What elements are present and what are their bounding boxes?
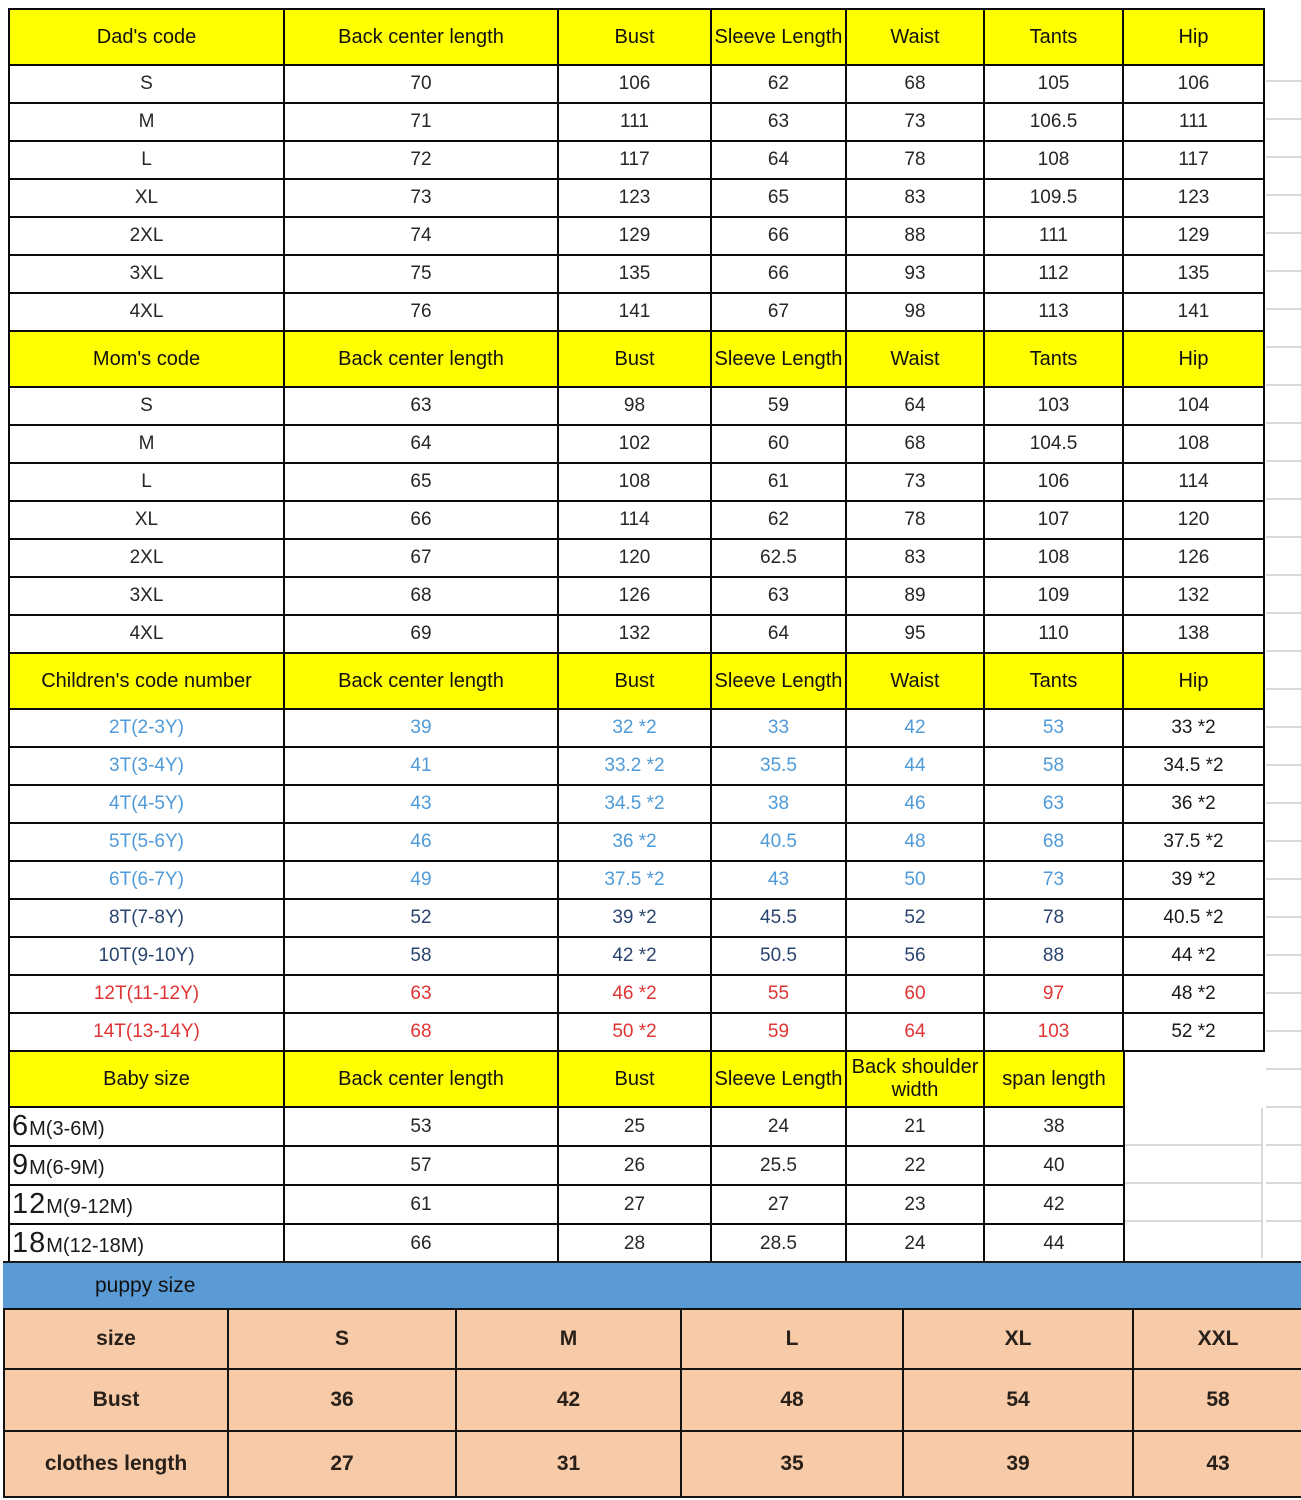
table-row xyxy=(9,1146,1124,1185)
size-cell: 78 xyxy=(984,899,1123,937)
size-cell: 53 xyxy=(284,1107,558,1146)
size-cell: 12T(11-12Y) xyxy=(9,975,284,1013)
size-cell: 110 xyxy=(984,615,1123,653)
size-cell: 63 xyxy=(284,975,558,1013)
size-cell: 114 xyxy=(1123,463,1264,501)
size-cell: 106.5 xyxy=(984,103,1123,141)
header-cell: Hip xyxy=(1123,9,1264,65)
table-row xyxy=(9,179,1264,217)
size-cell: 67 xyxy=(711,293,846,331)
size-cell: 102 xyxy=(558,425,711,463)
size-cell: 62 xyxy=(711,65,846,103)
dad-size-table xyxy=(8,8,1265,332)
puppy-size-title: puppy size xyxy=(95,1274,196,1297)
size-cell: 68 xyxy=(846,65,984,103)
table-row xyxy=(9,65,1264,103)
children-size-table xyxy=(8,652,1265,1052)
baby-size-label xyxy=(9,1107,284,1146)
size-cell: 52 xyxy=(284,899,558,937)
size-cell: 95 xyxy=(846,615,984,653)
header-cell: Tants xyxy=(984,653,1123,709)
size-cell: 36 xyxy=(228,1369,456,1431)
size-cell: 41 xyxy=(284,747,558,785)
header-cell: Mom's code xyxy=(9,331,284,387)
size-cell: 48 *2 xyxy=(1123,975,1264,1013)
size-cell: XXL xyxy=(1133,1309,1301,1369)
size-cell: 37.5 *2 xyxy=(1123,823,1264,861)
size-cell: 3XL xyxy=(9,577,284,615)
size-cell: 37.5 *2 xyxy=(558,861,711,899)
table-row xyxy=(9,1107,1124,1146)
size-cell: 36 *2 xyxy=(558,823,711,861)
size-cell: 27 xyxy=(558,1185,711,1224)
size-cell: 67 xyxy=(284,539,558,577)
size-cell: 21 xyxy=(846,1107,984,1146)
size-cell: Bust xyxy=(4,1369,228,1431)
size-cell: 35.5 xyxy=(711,747,846,785)
table-row xyxy=(4,1431,1301,1497)
size-cell: M xyxy=(9,103,284,141)
size-cell: 56 xyxy=(846,937,984,975)
size-cell: 33.2 *2 xyxy=(558,747,711,785)
size-cell: 66 xyxy=(711,217,846,255)
size-cell: 66 xyxy=(711,255,846,293)
table-row xyxy=(9,141,1264,179)
size-cell: 49 xyxy=(284,861,558,899)
size-cell: 33 xyxy=(711,709,846,747)
size-cell: 88 xyxy=(984,937,1123,975)
header-row xyxy=(9,1051,1124,1107)
size-cell: M xyxy=(9,425,284,463)
size-cell: 106 xyxy=(1123,65,1264,103)
puppy-size-header-bar xyxy=(3,1261,1301,1308)
table-row xyxy=(9,387,1264,425)
size-cell: 39 *2 xyxy=(1123,861,1264,899)
baby-size-range: M(12-18M) xyxy=(46,1234,145,1257)
size-cell: 55 xyxy=(711,975,846,1013)
baby-size-label xyxy=(9,1185,284,1224)
header-cell: Waist xyxy=(846,331,984,387)
puppy-size-table xyxy=(3,1308,1301,1498)
size-cell: 62.5 xyxy=(711,539,846,577)
size-cell: 111 xyxy=(984,217,1123,255)
size-cell: L xyxy=(9,141,284,179)
size-cell: XL xyxy=(903,1309,1133,1369)
size-cell: 113 xyxy=(984,293,1123,331)
size-cell: 64 xyxy=(846,1013,984,1051)
size-cell: 72 xyxy=(284,141,558,179)
size-cell: 126 xyxy=(1123,539,1264,577)
size-cell: 28 xyxy=(558,1224,711,1263)
size-cell: 64 xyxy=(846,387,984,425)
size-cell: 138 xyxy=(1123,615,1264,653)
size-cell: 104 xyxy=(1123,387,1264,425)
baby-size-range: M(9-12M) xyxy=(46,1195,133,1218)
size-cell: 46 xyxy=(284,823,558,861)
header-cell: Back center length xyxy=(284,9,558,65)
header-cell: Sleeve Length xyxy=(711,331,846,387)
size-cell: 61 xyxy=(711,463,846,501)
size-cell: 108 xyxy=(984,539,1123,577)
size-cell: 63 xyxy=(711,103,846,141)
size-cell: 73 xyxy=(984,861,1123,899)
size-cell: 36 *2 xyxy=(1123,785,1264,823)
size-cell: 3XL xyxy=(9,255,284,293)
size-cell: 75 xyxy=(284,255,558,293)
size-cell: 141 xyxy=(558,293,711,331)
header-cell: Bust xyxy=(558,653,711,709)
size-cell: S xyxy=(9,387,284,425)
header-cell: Dad's code xyxy=(9,9,284,65)
size-cell: 108 xyxy=(558,463,711,501)
size-cell: 28.5 xyxy=(711,1224,846,1263)
size-cell: 78 xyxy=(846,501,984,539)
puppy-size-section xyxy=(3,1308,1301,1498)
size-cell: 40.5 xyxy=(711,823,846,861)
size-cell: 109 xyxy=(984,577,1123,615)
table-row xyxy=(9,539,1264,577)
size-cell: 14T(13-14Y) xyxy=(9,1013,284,1051)
table-row xyxy=(9,785,1264,823)
size-cell: 50 xyxy=(846,861,984,899)
baby-size-label xyxy=(9,1224,284,1263)
size-cell: XL xyxy=(9,501,284,539)
baby-size-label xyxy=(9,1146,284,1185)
size-cell: 104.5 xyxy=(984,425,1123,463)
size-cell: 33 *2 xyxy=(1123,709,1264,747)
size-cell: 43 xyxy=(1133,1431,1301,1497)
header-row xyxy=(9,9,1264,65)
size-cell: 114 xyxy=(558,501,711,539)
header-cell: Back center length xyxy=(284,331,558,387)
size-cell: 73 xyxy=(846,463,984,501)
size-cell: 117 xyxy=(1123,141,1264,179)
baby-size-range: M(6-9M) xyxy=(29,1156,105,1179)
size-cell: 25.5 xyxy=(711,1146,846,1185)
baby-size-number: 18 xyxy=(12,1226,47,1259)
table-row xyxy=(9,103,1264,141)
size-chart-tables xyxy=(8,8,1265,1264)
baby-size-number: 12 xyxy=(12,1187,47,1220)
size-cell: size xyxy=(4,1309,228,1369)
baby-size-number: 6 xyxy=(12,1109,30,1142)
size-cell: 132 xyxy=(1123,577,1264,615)
size-cell: 66 xyxy=(284,501,558,539)
size-cell: 22 xyxy=(846,1146,984,1185)
table-row xyxy=(4,1309,1301,1369)
size-cell: 68 xyxy=(284,1013,558,1051)
size-cell: 83 xyxy=(846,539,984,577)
size-cell: 45.5 xyxy=(711,899,846,937)
size-cell: 66 xyxy=(284,1224,558,1263)
size-cell: 42 xyxy=(984,1185,1124,1224)
size-cell: 117 xyxy=(558,141,711,179)
size-cell: 3T(3-4Y) xyxy=(9,747,284,785)
size-cell: 64 xyxy=(711,141,846,179)
table-row xyxy=(9,463,1264,501)
table-row xyxy=(9,293,1264,331)
size-cell: 23 xyxy=(846,1185,984,1224)
size-cell: 68 xyxy=(284,577,558,615)
table-row xyxy=(9,501,1264,539)
size-cell: 25 xyxy=(558,1107,711,1146)
size-cell: 2XL xyxy=(9,539,284,577)
size-cell: clothes length xyxy=(4,1431,228,1497)
size-cell: 2XL xyxy=(9,217,284,255)
size-cell: 93 xyxy=(846,255,984,293)
size-cell: 58 xyxy=(284,937,558,975)
size-cell: 52 *2 xyxy=(1123,1013,1264,1051)
size-cell: 6T(6-7Y) xyxy=(9,861,284,899)
size-cell: S xyxy=(228,1309,456,1369)
size-cell: 88 xyxy=(846,217,984,255)
size-cell: M xyxy=(456,1309,681,1369)
size-cell: 2T(2-3Y) xyxy=(9,709,284,747)
header-cell: Bust xyxy=(558,331,711,387)
size-cell: 5T(5-6Y) xyxy=(9,823,284,861)
size-cell: 63 xyxy=(284,387,558,425)
size-cell: 103 xyxy=(984,1013,1123,1051)
size-cell: 123 xyxy=(1123,179,1264,217)
table-row xyxy=(9,1224,1124,1263)
size-cell: 103 xyxy=(984,387,1123,425)
header-cell: Sleeve Length xyxy=(711,653,846,709)
size-cell: 42 xyxy=(846,709,984,747)
size-cell: 62 xyxy=(711,501,846,539)
size-cell: 40 xyxy=(984,1146,1124,1185)
size-cell: 74 xyxy=(284,217,558,255)
size-cell: 64 xyxy=(711,615,846,653)
size-cell: 43 xyxy=(284,785,558,823)
size-cell: 106 xyxy=(558,65,711,103)
header-cell: Bust xyxy=(558,9,711,65)
baby-size-table xyxy=(8,1050,1125,1264)
baby-size-number: 9 xyxy=(12,1148,30,1181)
header-cell: Hip xyxy=(1123,653,1264,709)
size-cell: 44 xyxy=(846,747,984,785)
size-cell: 27 xyxy=(228,1431,456,1497)
size-cell: 141 xyxy=(1123,293,1264,331)
size-cell: 48 xyxy=(681,1369,903,1431)
header-cell: Sleeve Length xyxy=(711,1051,846,1107)
size-cell: 120 xyxy=(1123,501,1264,539)
size-cell: 32 *2 xyxy=(558,709,711,747)
size-cell: 76 xyxy=(284,293,558,331)
size-cell: 111 xyxy=(558,103,711,141)
header-cell: Sleeve Length xyxy=(711,9,846,65)
header-cell: Back shoulder width xyxy=(846,1051,984,1107)
size-cell: 112 xyxy=(984,255,1123,293)
size-cell: 69 xyxy=(284,615,558,653)
size-cell: 48 xyxy=(846,823,984,861)
size-cell: 35 xyxy=(681,1431,903,1497)
size-cell: 4XL xyxy=(9,615,284,653)
size-cell: 73 xyxy=(284,179,558,217)
size-cell: 105 xyxy=(984,65,1123,103)
header-row xyxy=(9,331,1264,387)
table-row xyxy=(4,1369,1301,1431)
header-cell: Children's code number xyxy=(9,653,284,709)
table-row xyxy=(9,615,1264,653)
size-cell: 135 xyxy=(1123,255,1264,293)
size-cell: 40.5 *2 xyxy=(1123,899,1264,937)
size-cell: 59 xyxy=(711,1013,846,1051)
size-cell: 97 xyxy=(984,975,1123,1013)
header-cell: Back center length xyxy=(284,653,558,709)
size-cell: 27 xyxy=(711,1185,846,1224)
table-row xyxy=(9,861,1264,899)
table-row xyxy=(9,1013,1264,1051)
size-cell: 4T(4-5Y) xyxy=(9,785,284,823)
size-cell: 64 xyxy=(284,425,558,463)
header-cell: Hip xyxy=(1123,331,1264,387)
size-cell: 135 xyxy=(558,255,711,293)
size-cell: XL xyxy=(9,179,284,217)
size-cell: 54 xyxy=(903,1369,1133,1431)
size-cell: 39 *2 xyxy=(558,899,711,937)
size-cell: 39 xyxy=(284,709,558,747)
size-cell: L xyxy=(681,1309,903,1369)
size-cell: 44 *2 xyxy=(1123,937,1264,975)
size-cell: 108 xyxy=(984,141,1123,179)
header-cell: Back center length xyxy=(284,1051,558,1107)
header-cell: Baby size xyxy=(9,1051,284,1107)
size-cell: 57 xyxy=(284,1146,558,1185)
spreadsheet-gridlines-right xyxy=(1266,44,1301,1256)
size-cell: 108 xyxy=(1123,425,1264,463)
size-cell: 61 xyxy=(284,1185,558,1224)
table-row xyxy=(9,1185,1124,1224)
size-cell: 42 xyxy=(456,1369,681,1431)
size-cell: 24 xyxy=(846,1224,984,1263)
size-cell: 106 xyxy=(984,463,1123,501)
baby-size-range: M(3-6M) xyxy=(29,1117,105,1140)
size-cell: 60 xyxy=(711,425,846,463)
size-cell: 126 xyxy=(558,577,711,615)
size-cell: 46 xyxy=(846,785,984,823)
size-cell: 107 xyxy=(984,501,1123,539)
size-cell: 34.5 *2 xyxy=(1123,747,1264,785)
header-cell: span length xyxy=(984,1051,1124,1107)
header-cell: Bust xyxy=(558,1051,711,1107)
header-cell: Tants xyxy=(984,9,1123,65)
size-cell: 132 xyxy=(558,615,711,653)
size-cell: 43 xyxy=(711,861,846,899)
size-cell: 63 xyxy=(984,785,1123,823)
size-cell: 71 xyxy=(284,103,558,141)
header-row xyxy=(9,653,1264,709)
size-cell: 98 xyxy=(558,387,711,425)
size-cell: 78 xyxy=(846,141,984,179)
size-cell: 68 xyxy=(984,823,1123,861)
size-cell: 129 xyxy=(558,217,711,255)
size-cell: 50.5 xyxy=(711,937,846,975)
size-cell: 65 xyxy=(284,463,558,501)
size-cell: 58 xyxy=(1133,1369,1301,1431)
size-cell: 38 xyxy=(711,785,846,823)
size-cell: 10T(9-10Y) xyxy=(9,937,284,975)
size-cell: 120 xyxy=(558,539,711,577)
header-cell: Tants xyxy=(984,331,1123,387)
size-cell: 65 xyxy=(711,179,846,217)
size-cell: 52 xyxy=(846,899,984,937)
table-row xyxy=(9,425,1264,463)
size-cell: 129 xyxy=(1123,217,1264,255)
table-row xyxy=(9,747,1264,785)
size-cell: 60 xyxy=(846,975,984,1013)
size-cell: 63 xyxy=(711,577,846,615)
table-row xyxy=(9,217,1264,255)
size-cell: 31 xyxy=(456,1431,681,1497)
size-cell: 53 xyxy=(984,709,1123,747)
size-cell: 34.5 *2 xyxy=(558,785,711,823)
size-cell: 8T(7-8Y) xyxy=(9,899,284,937)
size-cell: 70 xyxy=(284,65,558,103)
size-cell: 50 *2 xyxy=(558,1013,711,1051)
size-cell: 4XL xyxy=(9,293,284,331)
size-cell: L xyxy=(9,463,284,501)
table-row xyxy=(9,255,1264,293)
size-cell: 46 *2 xyxy=(558,975,711,1013)
table-row xyxy=(9,975,1264,1013)
table-row xyxy=(9,709,1264,747)
size-cell: 38 xyxy=(984,1107,1124,1146)
size-cell: 83 xyxy=(846,179,984,217)
size-cell: 24 xyxy=(711,1107,846,1146)
size-cell: 44 xyxy=(984,1224,1124,1263)
size-cell: 59 xyxy=(711,387,846,425)
header-cell: Waist xyxy=(846,9,984,65)
mom-size-table xyxy=(8,330,1265,654)
size-cell: 89 xyxy=(846,577,984,615)
size-cell: S xyxy=(9,65,284,103)
size-cell: 39 xyxy=(903,1431,1133,1497)
size-cell: 123 xyxy=(558,179,711,217)
table-row xyxy=(9,823,1264,861)
size-cell: 109.5 xyxy=(984,179,1123,217)
table-row xyxy=(9,899,1264,937)
size-cell: 98 xyxy=(846,293,984,331)
header-cell: Waist xyxy=(846,653,984,709)
size-cell: 26 xyxy=(558,1146,711,1185)
table-row xyxy=(9,577,1264,615)
size-cell: 42 *2 xyxy=(558,937,711,975)
table-row xyxy=(9,937,1264,975)
size-cell: 73 xyxy=(846,103,984,141)
size-cell: 58 xyxy=(984,747,1123,785)
size-cell: 68 xyxy=(846,425,984,463)
size-cell: 111 xyxy=(1123,103,1264,141)
